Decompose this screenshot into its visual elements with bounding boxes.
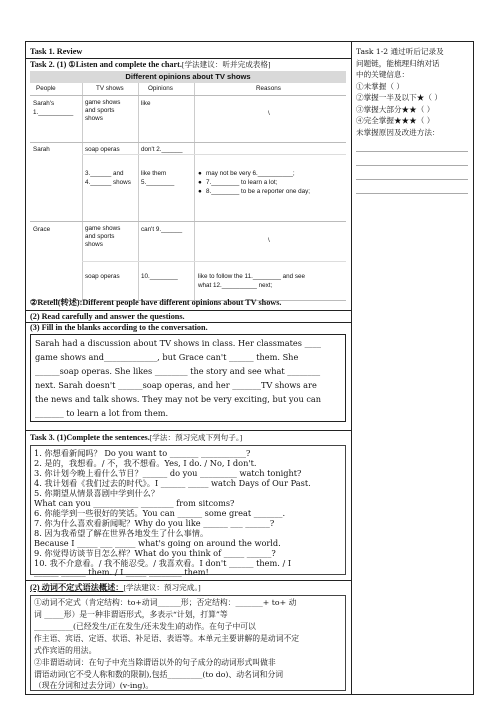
cell-people: Sarah [33,146,50,153]
cell-show: shows [85,115,103,122]
cell-show: soap operas [85,273,120,280]
sidebar-line: 未掌握原因及改进方法： [356,127,440,137]
sentence-item: 8. 因为我希望了解在世界各地发生了什么事情。 [34,528,209,538]
row-divider [26,430,351,431]
grammar-tip: [学法建议：预习完成。] [123,583,201,592]
sidebar-line: Task 1-2 通过听后记录及 [356,47,444,56]
row-line [30,95,346,96]
bullet-icon: ● [198,188,202,195]
blank-11: like to follow the 11.________ and see [198,273,306,280]
blank-12: what 12.__________ next; [198,282,273,289]
grammar-line: __________(已经发生/正在发生/还未发生)的动作。在句子中可以 [34,622,256,631]
bullet-icon: ● [198,179,202,186]
writing-line[interactable] [356,180,468,194]
task3-heading [30,433,242,443]
sentence-item: 1. 你想看新闻吗？ Do you want to _______ ___________? [34,448,251,458]
row-divider [26,580,351,581]
grammar-line: 作主语、宾语、定语、状语、补足语、表语等。本单元主要讲解的是动词不定 [34,634,300,643]
cell-show: and sports [85,107,115,114]
grammar-line: 谓语动词(它不受人称和数的限制),包括_________(to do)、动名词和分词 [34,670,284,679]
writing-line[interactable] [356,152,468,166]
grammar-heading-text: (2) 动词不定式语法概述： [30,583,124,592]
task2-heading [30,60,271,70]
cell-show: game shows [85,99,121,106]
cell-people: Sarah's [33,100,55,107]
row-divider [26,310,351,311]
cell-show: shows [85,241,103,248]
sidebar-line: 问题链，能梳理归纳对话 [356,58,440,68]
blank-10: 10.________ [141,273,178,280]
blank-9: can't 9.______ [141,226,183,233]
header-reasons: Reasons [256,85,281,92]
passage-line: next. Sarah doesn't ______soap operas, and her _______TV shows are [35,380,317,390]
sentence-item: 2. 是的，我想看。/ 不，我不想看。Yes, I do. / No, I don't. [34,458,257,468]
passage-line: the news and talk shows. They may not be very exciting, but you can [35,394,322,404]
grammar-line: （现在分词和过去分词）(v-ing)。 [34,681,154,690]
cell-show: and sports [85,233,115,240]
writing-line[interactable] [356,138,468,152]
cell-show: game shows [85,225,121,232]
worksheet-frame [25,41,474,695]
blank-6: may not be very 6.__________; [206,170,295,177]
blank-2: don't 2.______ [141,146,183,153]
sidebar-line: ①未掌握（ ） [356,81,404,91]
row-divider [26,58,351,59]
fill-in-passage [30,334,346,422]
passage-line: ______soap operas. She likes ________ the story and see what ________ [35,366,321,376]
sentences-box [30,445,346,575]
sidebar-line: ④完全掌握★★★（ ） [356,116,435,125]
sentence-item: What can you ___________ ________ from sitcoms? [34,498,235,508]
blank-7: 7.________ to learn a lot; [206,179,278,186]
row-line [30,221,346,222]
grammar-line: ①动词不定式（肯定结构：to+动词______形；否定结构：_______+ to+ 动 [34,598,297,607]
blank-1: 1.__________ [33,109,74,116]
sentence-item: 6. 你能学到一些很好的笑话。You can ______ some great _______. [34,508,286,518]
sentence-item: 7. 你为什么喜欢看新闻呢？Why do you like ______ ___ ______? [34,518,275,528]
step3-heading: (3) Fill in the blanks according to the conversation. [30,323,208,332]
grammar-line: ②非谓语动词：在句子中充当除谓语以外的句子成分的动词形式叫做非 [34,658,276,667]
sentence-item: ______ ______ them. / I _____ ________ them! [34,567,209,577]
bullet-icon: ● [198,170,202,177]
blank-5: 5.________ [141,179,175,186]
blank-4: 4.______ shows [85,179,131,186]
header-tv-shows: TV shows [96,85,124,92]
cell-opinion: like them [141,170,167,177]
task3-heading-text: Task 3. (1)Complete the sentences. [30,433,150,442]
cell-show: soap operas [85,146,120,153]
cell-opinion: like [141,100,151,107]
cell-reason: \ [268,110,270,117]
row-line [82,154,346,155]
task2-heading-text: Task 2. (1) ①Listen and complete the chart. [30,60,182,69]
opinions-chart [30,71,346,301]
sidebar-notes [356,46,470,194]
cell-people: Grace [33,226,51,233]
header-people: People [36,85,56,92]
chart-title: Different opinions about TV shows [30,71,346,83]
row-line [30,142,346,143]
sidebar-line: 中的关键信息： [356,70,410,79]
blank-3: 3.______ and [85,170,124,177]
passage-line: _______ to learn a lot from them. [35,408,169,418]
sentence-item: 3. 你计划今晚上看什么节目？______ do you _________ watch tonight? [34,468,302,478]
col-line [138,83,139,301]
task2-tip: [学法建议：听并完成表格] [181,60,271,69]
sidebar-line: ③掌握大部分★★（ ） [356,104,435,114]
passage-line: Sarah had a discussion about TV shows in class. Her classmates ____ [35,338,321,348]
sentence-item: 9. 你觉得访谈节目怎么样？What do you think of _____ ______? [34,548,276,558]
header-opinions: Opinions [148,85,173,92]
task3-tip: [学法：预习完成下列句子。] [149,433,243,442]
sentence-item: Because I _____ ___ _____ what's going on around the world. [34,538,281,548]
step2-heading: (2) Read carefully and answer the questions. [30,312,185,321]
grammar-heading [30,583,201,593]
col-line [194,83,195,301]
passage-line: game shows and_____________, but Grace can't ______ them. She [35,352,299,362]
col-line [82,83,83,301]
sidebar-line: ②掌握一半及以下★（ ） [356,93,442,102]
column-divider [351,42,352,694]
sentence-item: 5. 你期望从情景喜剧中学到什么？ [34,488,160,498]
writing-line[interactable] [356,166,468,180]
sentence-item: 10. 我不介意看。/ 我不能忍受。/ 我喜欢看。I don't ______ them. / I [34,558,292,568]
retell-heading: ②Retell(转述):Different people have different opinions about TV shows. [30,298,282,307]
cell-reason: \ [268,237,270,244]
blank-8: 8.________ to be a reporter one day; [206,188,310,195]
row-line [82,261,346,262]
grammar-line: 式作宾语的用法。 [34,646,97,655]
grammar-line: 词 _____形）是一种非谓语形式，多表示“计划，打算”等 [34,610,228,619]
task1-heading: Task 1. Review [30,47,83,56]
grammar-box [30,595,346,691]
sentence-item: 4. 我计划看《我们过去的时代》。I ______ _____ watch Days of Our Past. [34,478,311,488]
